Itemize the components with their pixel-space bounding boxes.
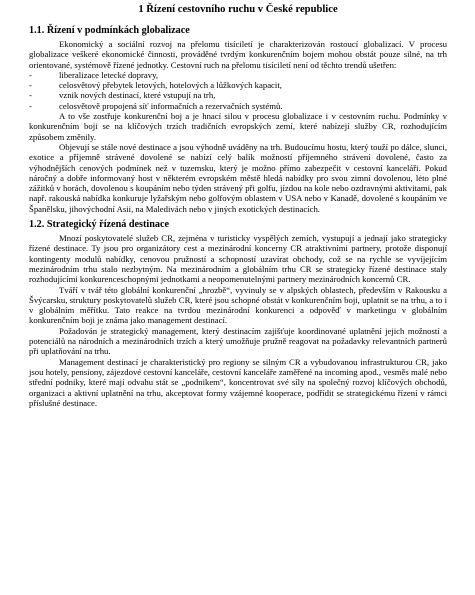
list-item: - liberalizace letecké dopravy, (29, 69, 159, 80)
paragraph: Požadován je strategický management, který destinacím zajišťuje koordinované uplatnění jejich možností a potenciálů na národních a mezinárodních trzích a který umožňuje pružně reagovat na požadavky relevantních partnerů při uplatňování na trhu. (29, 325, 447, 357)
document-page (29, 3, 447, 408)
paragraph: Tváří v tvář této globální konkurenční „hrozbě“, vyvinuly se v alpských oblastech, především v Rakousku a Švýcarsku, struktury poskytovatelů služeb CR, které jsou schopné obstát v konkurenčním boji, uplatnit se na trhu, a to i v globálním měřítku. Tato reakce na tvrdou mezinárodní konkurenci a odpověď v marketingu v globálním konkurenčním boji je známa jako management destinací. (29, 284, 447, 326)
paragraph: Ekonomický a sociální rozvoj na přelomu tisíciletí je charakterizován rostoucí globalizací. V procesu globalizace veškeré ekonomické činnosti, prováděné tvrdým konkurenčním bojem mohou obstát pouze silné, na trh orientované, systémově řízené jednotky. Cestovní ruch na přelomu tisíciletí není od těchto trendů ušetřen: (29, 39, 447, 70)
paragraph: Objevují se stále nové destinace a jsou výhodně uváděny na trh. Budoucímu hostu, který touží po dálce, slunci, exotice a příjemně strávené dovolené se nabízí celý balík možností příjemného strávení dovolené, často za výhodnějších cenových podmínek než v tuzemsku, který je možno přímo zabezpečit v cestovní kanceláři. Pokud náročný a dobře informovaný host v některém evropském městě hledá nabídky pro svou zimní dovolenou, lėto plné zážitků v horách, dovolenou s koupáním nebo týden strávený při golfu, jízdou na kole nebo ozdravnými aktivitami, pak např. rakouská nabídka konkuruje lyžařským nebo golfovým oblastem v USA nebo v Kanadě, dovolené s koupáním ve Španělsku, jihovýchodní Asii, na Maledivách nebo v jiných exotických destinacích. (29, 141, 447, 214)
bullet-list (29, 70, 447, 111)
section-heading-strategic-destination: 1.2. Strategický řízená destinace (29, 219, 170, 231)
bullet-dash: - (29, 69, 32, 80)
section-heading-globalization: 1.1. Řízení v podmínkách globalizace (29, 25, 190, 36)
paragraph: Mnozí poskytovatelé služeb CR, zejména v turisticky vyspělých zemích, vystupují a jednají jako strategicky řízené destinace. Ty jsou pro organizátory cest a mezinárodní koncerny CR atraktivními partnery, protože disponují kontingenty modulů nabídky, cenovou pružností a schopností uzavírat obchody, což se na rychle se vyvíjejícím mezinárodním trhu stalo nezbytným. Na mezinárodním a globálním trhu CR se strategicky řízené destinace staly rozhodujícími konkurenceschopnými jednotkami a neopomenutelnými partnery mezinárodních koncernů CR. (29, 233, 447, 285)
list-item: - celosvětový přebytek letových, hotelových a lůžkových kapacit, (29, 80, 282, 91)
paragraph: A to vše zostřuje konkurenční boj a je hnací silou v procesu globalizace i v cestovním ruchu. Podmínky v konkurenčním boji se na klíčových trzích tradičních evropských zemí, které nabízejí služby CR, rozhodujícím způsobem změnily. (29, 111, 447, 142)
paragraph: Management destinací je charakteristický pro regiony se silným CR a vybudovanou infrastrukturou CR, jako jsou hotely, pensiony, zájezdové cestovní kanceláře, cestovní kanceláře zaměřené na incoming apod., vesměs malé nebo střední podniky, které mají odvahu stát se „podnikem“, koncentrovat své síly na společný rozvoj klíčových obchodů, organizaci a aktivní uplatnění na trhu, akceptovat formy vzájemné kooperace, podřídit se strategickému řízení v rámci příslušné destinace. (29, 356, 447, 408)
bullet-dash: - (29, 90, 32, 101)
document-title: 1 Řízení cestovního ruchu v České republice (138, 4, 338, 15)
list-item: - vznik nových destinací, které vstupují na trh, (29, 90, 216, 101)
bullet-dash: - (29, 80, 32, 91)
bullet-dash: - (29, 100, 32, 111)
list-item: - celosvětově propojená síť informačních a rezervačních systémů. (29, 100, 283, 111)
